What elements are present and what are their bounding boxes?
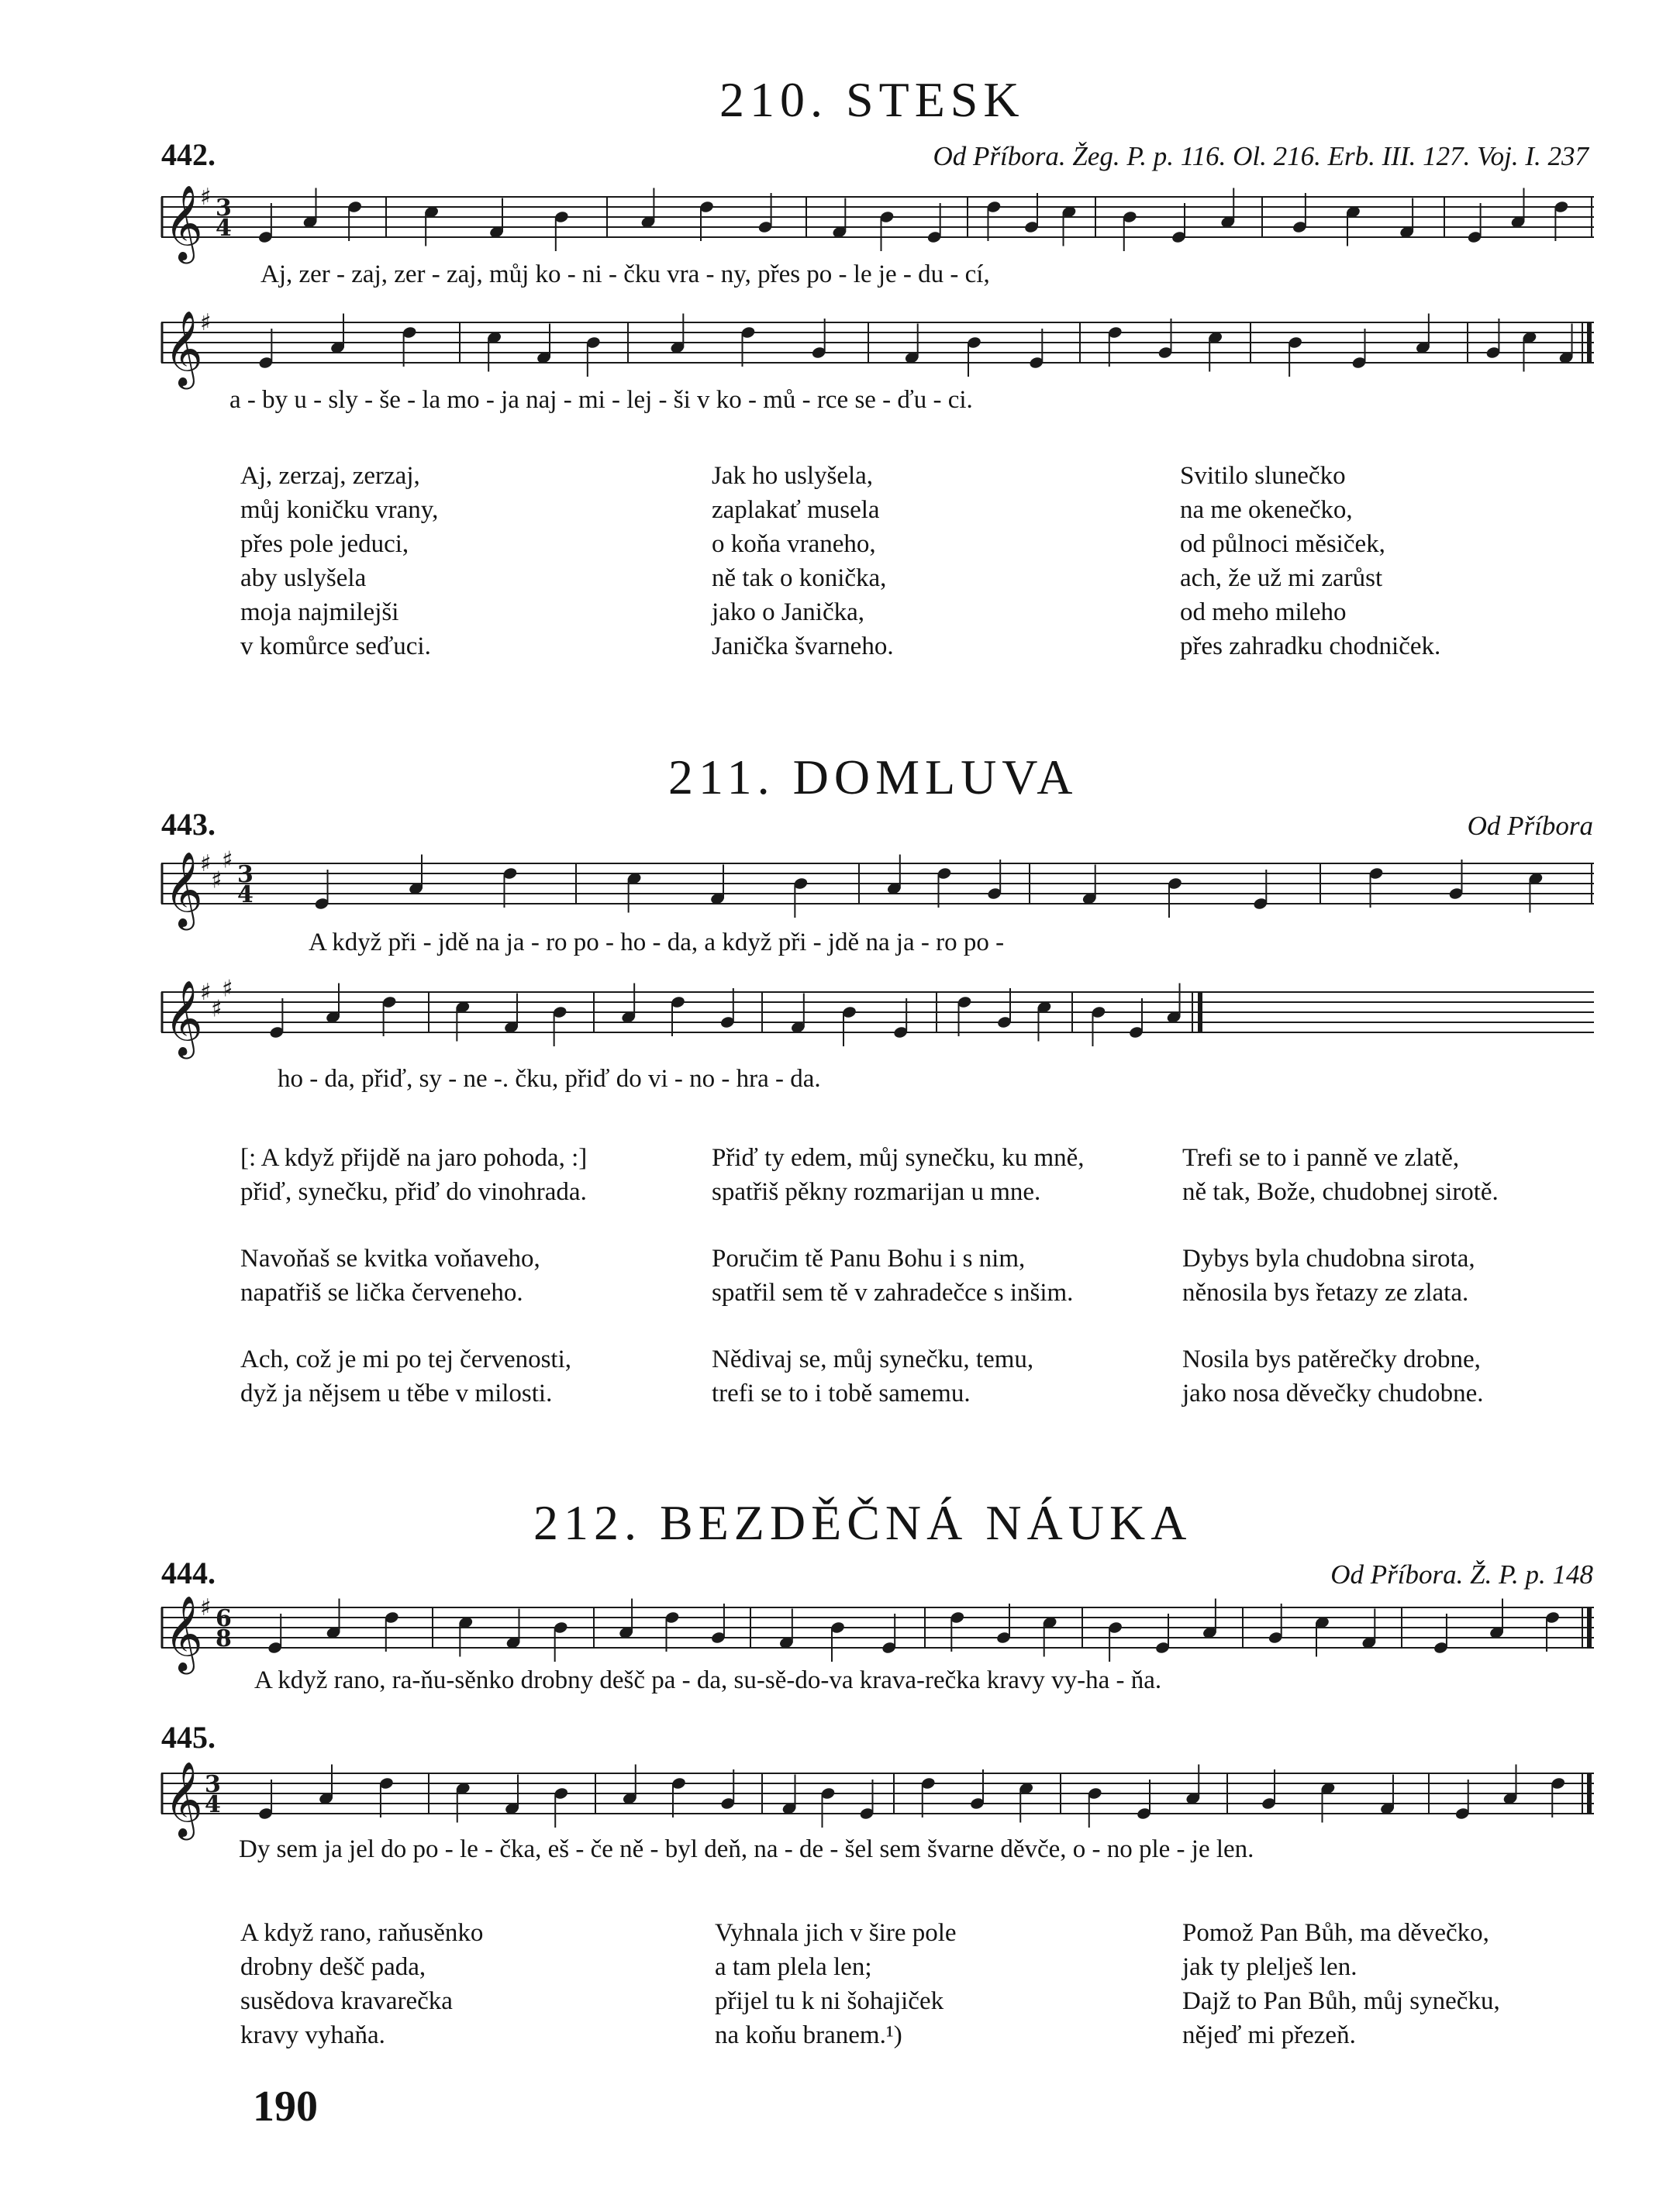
svg-text:♯: ♯: [222, 846, 233, 874]
svg-text:6: 6: [216, 1605, 232, 1632]
svg-text:𝄞: 𝄞: [164, 1595, 203, 1671]
stanza-line: Ach, což je mi po tej červenosti,: [240, 1345, 572, 1373]
stanza-column: [240, 1141, 587, 1411]
stanza-line: Poručim tě Panu Bohu i s nim,: [712, 1245, 1026, 1273]
svg-text:♯: ♯: [200, 850, 212, 877]
svg-text:♯: ♯: [200, 309, 212, 336]
melody-number: 443.: [161, 807, 216, 842]
svg-text:4: 4: [205, 1791, 221, 1818]
stanza-line: Navoňaš se kvitka voňaveho,: [240, 1245, 540, 1273]
svg-text:3: 3: [216, 195, 232, 222]
stanza-line: přes zahradku chodniček.: [1180, 632, 1441, 660]
music-staff: [161, 1594, 1594, 1671]
stanza: [240, 459, 438, 663]
svg-text:♯: ♯: [200, 184, 212, 211]
svg-text:4: 4: [216, 215, 232, 242]
music-staff: [161, 183, 1594, 260]
stanza-line: trefi se to i tobě samemu.: [712, 1380, 971, 1407]
stanza-line: drobny dešč pada,: [240, 1953, 426, 1981]
melody-source: Od Příbora: [1467, 811, 1593, 841]
svg-text:3: 3: [205, 1771, 221, 1798]
stanza-line: jako nosa děvečky chudobne.: [1182, 1380, 1484, 1407]
stanza-line: od půlnoci měsiček,: [1180, 530, 1385, 558]
stanza: [712, 459, 894, 663]
stanza: [240, 1916, 483, 2052]
stanza-line: a tam plela len;: [715, 1953, 872, 1981]
stanza-line: o koňa vraneho,: [712, 530, 876, 558]
music-staff: [161, 1759, 1594, 1837]
stanza-line: ně tak, Bože, chudobnej sirotě.: [1182, 1178, 1499, 1206]
page-number: 190: [253, 2083, 318, 2131]
stanza-column: [712, 1141, 1085, 1411]
stanza-line: spatřiš pěkny rozmarijan u mne.: [712, 1178, 1041, 1206]
stanza-line: přijel tu k ni šohajiček: [715, 1987, 944, 2015]
music-staff: [161, 846, 1594, 927]
stanza-line: napatřiš se lička červeneho.: [240, 1279, 523, 1307]
stanza-line: A když rano, raňusěnko: [240, 1919, 484, 1947]
stanza-line: Svitilo slunečko: [1180, 462, 1346, 490]
svg-text:8: 8: [216, 1625, 232, 1652]
stanza-line: aby uslyšela: [240, 564, 367, 592]
svg-text:♯: ♯: [222, 975, 233, 1003]
stanza-line: jako o Janička,: [712, 598, 865, 626]
svg-text:4: 4: [237, 881, 254, 908]
svg-text:♯: ♯: [200, 1594, 212, 1621]
stanza-line: Jak ho uslyšela,: [712, 462, 874, 490]
stanza-line: můj koničku vrany,: [240, 496, 439, 524]
stanza-line: Trefi se to i panně ve zlatě,: [1182, 1144, 1460, 1172]
stanza-line: na koňu branem.¹): [715, 2021, 902, 2049]
stanza-line: Pomož Pan Bůh, ma děvečko,: [1182, 1919, 1489, 1947]
svg-text:𝄞: 𝄞: [164, 184, 203, 260]
music-staff: [161, 975, 1594, 1056]
stanza-line: Přiď ty edem, můj synečku, ku mně,: [712, 1144, 1085, 1172]
stanza-line: přiď, synečku, přiď do vinohrada.: [240, 1178, 587, 1206]
melody-source: Od Příbora. Ž. P. p. 148: [1330, 1559, 1593, 1590]
stanza-line: nějeď mi přezeň.: [1182, 2021, 1356, 2049]
stanza: [715, 1916, 957, 2052]
lyrics-line: ho - da, přiď, sy - ne -. čku, přiď do vi - no - hra - da.: [278, 1065, 821, 1093]
stanza-line: dyž ja nějsem u těbe v milosti.: [240, 1380, 553, 1407]
stanza-line: kravy vyhaňa.: [240, 2021, 385, 2049]
stanza: [1180, 459, 1440, 663]
lyrics-line: a - by u - sly - še - la mo - ja naj - mi - lej - ši v ko - mů - rce se - ďu - ci.: [229, 386, 973, 414]
melody-number: 445.: [161, 1720, 216, 1755]
stanza-line: ach, že už mi zarůst: [1180, 564, 1383, 592]
stanza: [1182, 1916, 1500, 2052]
song-title: 212. BEZDĚČNÁ NÁUKA: [533, 1495, 1192, 1550]
svg-text:♯: ♯: [200, 979, 212, 1006]
svg-text:𝄞: 𝄞: [164, 310, 203, 386]
svg-text:♯: ♯: [211, 867, 223, 894]
music-staff: [161, 308, 1594, 386]
stanza-line: Nědivaj se, můj synečku, temu,: [712, 1345, 1034, 1373]
stanza-line: ně tak o konička,: [712, 564, 887, 592]
stanza-line: Dybys byla chudobna sirota,: [1182, 1245, 1475, 1273]
stanza-line: Vyhnala jich v šire pole: [715, 1919, 957, 1947]
svg-text:𝄞: 𝄞: [164, 851, 203, 927]
stanza-line: na me okenečko,: [1180, 496, 1353, 524]
stanza-line: zaplakať musela: [712, 496, 880, 524]
svg-text:𝄞: 𝄞: [164, 1761, 203, 1837]
stanza-line: Dajž to Pan Bůh, můj synečku,: [1182, 1987, 1500, 2015]
stanza-line: něnosila bys řetazy ze zlata.: [1182, 1279, 1469, 1307]
stanza-line: přes pole jeduci,: [240, 530, 409, 558]
stanza-line: v komůrce seďuci.: [240, 632, 431, 660]
stanza-line: od meho mileho: [1180, 598, 1347, 626]
svg-text:𝄞: 𝄞: [164, 980, 203, 1056]
stanza-line: spatřil sem tě v zahradečce s inšim.: [712, 1279, 1074, 1307]
stanza-line: Nosila bys patěrečky drobne,: [1182, 1345, 1481, 1373]
song-title: 210. STESK: [719, 72, 1025, 127]
song-title: 211. DOMLUVA: [668, 749, 1078, 805]
svg-text:♯: ♯: [211, 995, 223, 1023]
lyrics-line: A když při - jdě na ja - ro po - ho - da, a když při - jdě na ja - ro po -: [309, 929, 1005, 956]
stanza-line: moja najmilejši: [240, 598, 399, 626]
stanza-line: [: A když přijdě na jaro pohoda, :]: [240, 1144, 588, 1172]
stanza-line: jak ty plelješ len.: [1182, 1953, 1357, 1981]
melody-source: Od Příbora. Žeg. P. p. 116. Ol. 216. Erb. III. 127. Voj. I. 237: [933, 141, 1589, 171]
lyrics-line: A když rano, ra-ňu-sěnko drobny dešč pa - da, su-sě-do-va krava-rečka kravy vy-ha - ňa.: [254, 1666, 1162, 1694]
lyrics-line: Dy sem ja jel do po - le - čka, eš - če ně - byl deň, na - de - šel sem švarne děvče, o - no ple - je len.: [239, 1835, 1254, 1863]
melody-number: 444.: [161, 1556, 216, 1590]
stanza-line: Janička švarneho.: [712, 632, 894, 660]
svg-text:3: 3: [237, 861, 254, 888]
melody-number: 442.: [161, 137, 216, 172]
stanza-line: susědova kravarečka: [240, 1987, 453, 2015]
stanza-line: Aj, zerzaj, zerzaj,: [240, 462, 420, 490]
stanza-column: [1182, 1141, 1499, 1411]
lyrics-line: Aj, zer - zaj, zer - zaj, můj ko - ni - čku vra - ny, přes po - le je - du - cí,: [260, 260, 990, 288]
